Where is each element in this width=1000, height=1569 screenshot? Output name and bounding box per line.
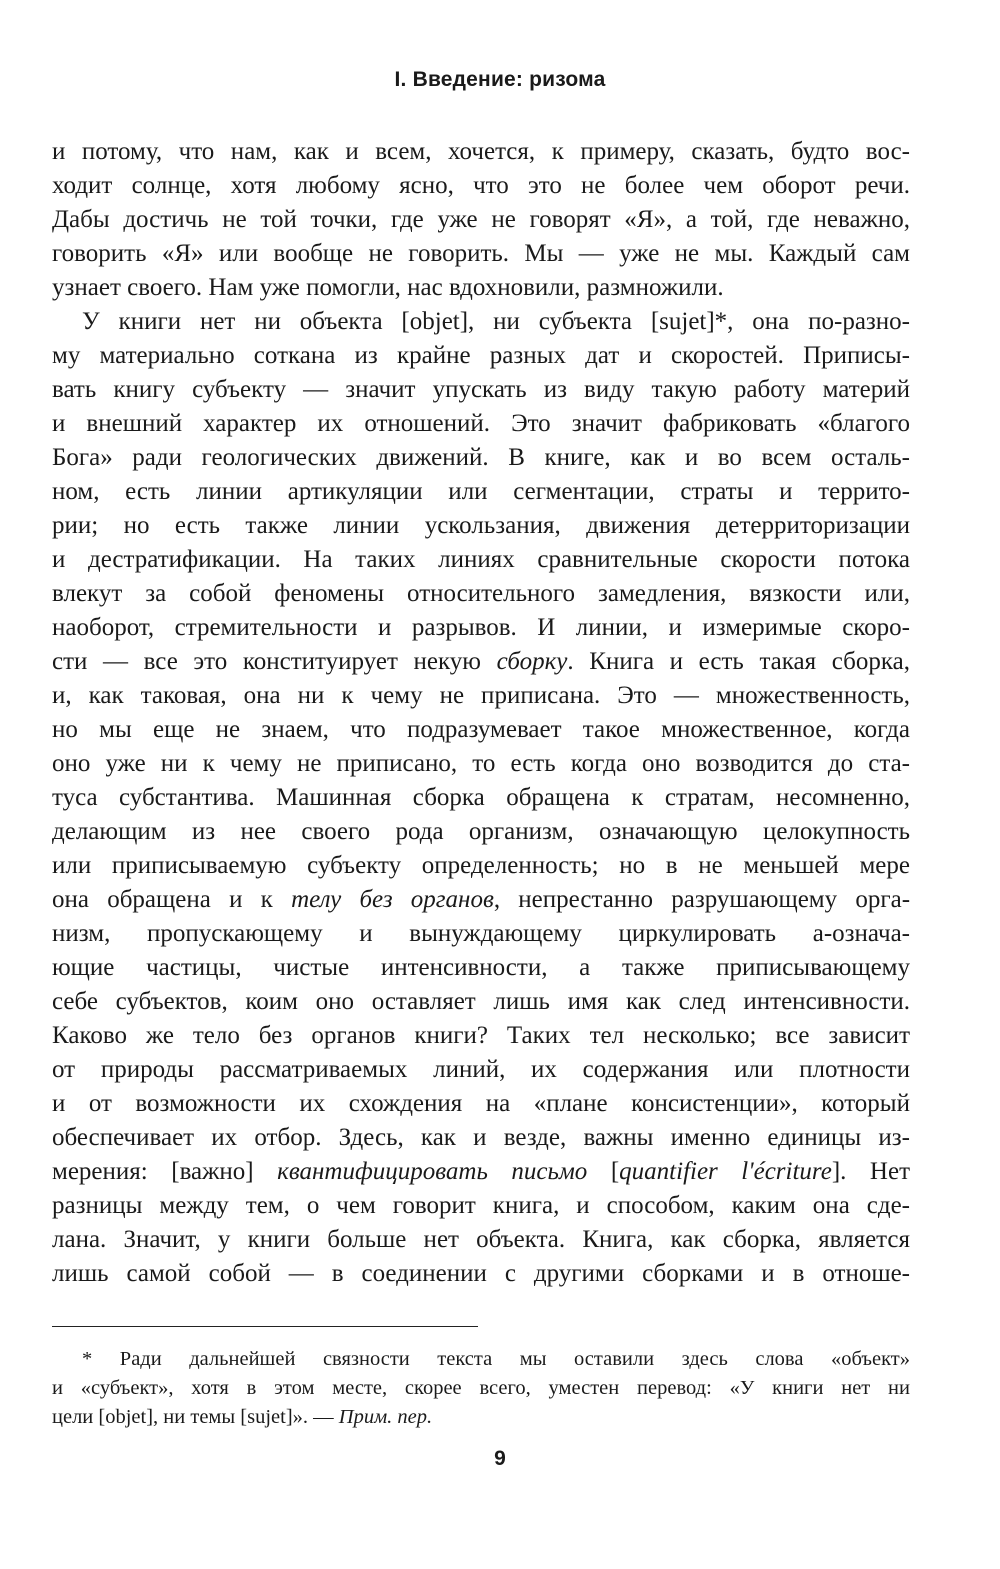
text-span: и «субъект», хотя в этом месте, скорее всего, уместен перевод: «У книги нет ни <box>52 1377 910 1399</box>
text-span: мерения: [важно] <box>52 1158 278 1185</box>
text-line <box>52 1223 910 1257</box>
text-line <box>52 339 910 373</box>
text-line <box>52 203 910 237</box>
text-line <box>52 543 910 577</box>
text-span: У книги нет ни объекта [objet], ни субъекта [sujet]*, она по-разно- <box>82 308 910 335</box>
text-span: , непрестанно разрушающему орга- <box>493 886 911 913</box>
text-span: и внешний характер их отношений. Это значит фабриковать «благого <box>52 410 910 437</box>
italic-span: телу без органов <box>291 886 494 913</box>
text-span: вать книгу субъекту — значит упускать из виду такую работу материй <box>52 376 910 403</box>
text-span: туса субстантива. Машинная сборка обращена к стратам, несомненно, <box>52 784 910 811</box>
text-span: или приписываемую субъекту определенность; но в не меньшей мере <box>52 852 910 879</box>
text-span: но мы еще не знаем, что подразумевает такое множественное, когда <box>52 716 910 743</box>
text-line <box>52 883 910 917</box>
text-line <box>52 441 910 475</box>
text-span: [ <box>587 1158 620 1185</box>
text-span: Бога» ради геологических движений. В книге, как и во всем осталь- <box>52 444 910 471</box>
text-span: рии; но есть также линии ускользания, движения детерриторизации <box>52 512 910 539</box>
italic-span: Прим. пер. <box>338 1406 433 1428</box>
text-span: и от возможности их схождения на «плане консистенции», который <box>52 1090 910 1117</box>
text-line <box>52 1257 910 1291</box>
footnote-line <box>52 1374 910 1403</box>
text-line <box>52 407 910 441</box>
text-span: узнает своего. Нам уже помогли, нас вдохновили, размножили. <box>52 274 724 301</box>
text-line <box>52 645 910 679</box>
footnote-line <box>52 1345 910 1374</box>
text-line <box>52 169 910 203</box>
text-span: Каково же тело без органов книги? Таких тел несколько; все зависит <box>52 1022 910 1049</box>
text-line <box>52 781 910 815</box>
text-line <box>52 271 910 305</box>
running-head: I. Введение: ризома <box>394 68 606 91</box>
text-span: наоборот, стремительности и разрывов. И линии, и измеримые скоро- <box>52 614 910 641</box>
text-line <box>52 985 910 1019</box>
text-span: и потому, что нам, как и всем, хочется, к примеру, сказать, будто вос- <box>52 138 910 165</box>
text-span: ]. Нет <box>831 1158 910 1185</box>
text-span: му материально соткана из крайне разных дат и скоростей. Приписы- <box>52 342 910 369</box>
text-span: низм, пропускающему и вынуждающему циркулировать а-означа- <box>52 920 910 947</box>
text-span: обеспечивает их отбор. Здесь, как и везде, важны именно единицы из- <box>52 1124 910 1151</box>
italic-span: сборку <box>496 648 568 675</box>
text-span: Дабы достичь не той точки, где уже не говорят «Я», а той, где неважно, <box>52 206 910 233</box>
text-line <box>52 1189 910 1223</box>
text-line <box>52 917 910 951</box>
text-span: оно уже ни к чему не приписано, то есть когда оно возводится до ста- <box>52 750 910 777</box>
footnote <box>52 1345 910 1432</box>
text-span: ходит солнце, хотя любому ясно, что это не более чем оборот речи. <box>52 172 910 199</box>
text-line <box>52 747 910 781</box>
text-line <box>52 135 910 169</box>
text-span: и, как таковая, она ни к чему не приписана. Это — множественность, <box>52 682 910 709</box>
text-span: ном, есть линии артикуляции или сегментации, страты и террито- <box>52 478 910 505</box>
footnote-line <box>52 1403 910 1432</box>
text-line <box>52 237 910 271</box>
text-span: от природы рассматриваемых линий, их содержания или плотности <box>52 1056 910 1083</box>
text-span: ющие частицы, чистые интенсивности, а также приписывающему <box>52 954 910 981</box>
text-line <box>52 1121 910 1155</box>
text-span: себе субъектов, коим оно оставляет лишь имя как след интенсивности. <box>52 988 910 1015</box>
text-span: делающим из нее своего рода организм, означающую целокупность <box>52 818 910 845</box>
text-span: и дестратификации. На таких линиях сравнительные скорости потока <box>52 546 910 573</box>
text-line <box>52 577 910 611</box>
text-span: говорить «Я» или вообще не говорить. Мы — уже не мы. Каждый сам <box>52 240 910 267</box>
text-line <box>52 611 910 645</box>
text-span: лана. Значит, у книги больше нет объекта. Книга, как сборка, является <box>52 1226 910 1253</box>
footnote-divider <box>52 1326 478 1327</box>
text-line <box>52 713 910 747</box>
text-span: цели [objet], ни темы [sujet]». — <box>52 1406 339 1428</box>
text-span: сти — все это конституирует некую <box>52 648 497 675</box>
italic-span: квантифицировать письмо <box>277 1158 588 1185</box>
italic-span: quantifier l'écriture <box>619 1158 832 1185</box>
text-line <box>52 1155 910 1189</box>
text-line <box>52 849 910 883</box>
text-line <box>52 305 910 339</box>
text-span: разницы между тем, о чем говорит книга, и способом, каким она сде- <box>52 1192 910 1219</box>
text-span: * Ради дальнейшей связности текста мы оставили здесь слова «объект» <box>82 1348 910 1370</box>
text-line <box>52 509 910 543</box>
text-span: она обращена и к <box>52 886 292 913</box>
text-line <box>52 1053 910 1087</box>
text-span: влекут за собой феномены относительного замедления, вязкости или, <box>52 580 910 607</box>
text-line <box>52 815 910 849</box>
text-line <box>52 1087 910 1121</box>
main-text <box>52 135 910 1291</box>
page-number: 9 <box>494 1447 506 1470</box>
text-line <box>52 475 910 509</box>
text-span: . Книга и есть такая сборка, <box>567 648 910 675</box>
text-line <box>52 1019 910 1053</box>
text-span: лишь самой собой — в соединении с другими сборками и в отноше- <box>52 1260 910 1287</box>
text-line <box>52 373 910 407</box>
text-line <box>52 951 910 985</box>
text-line <box>52 679 910 713</box>
